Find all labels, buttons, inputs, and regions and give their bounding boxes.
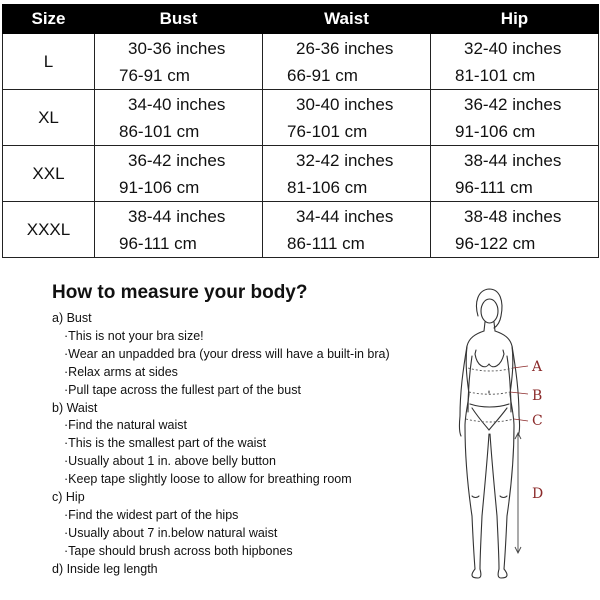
instruction-item: ·Tape should brush across both hipbones: [64, 543, 293, 558]
instruction-item: ·Pull tape across the fullest part of the bust: [64, 382, 301, 397]
bust-range-cell: [95, 146, 263, 202]
hip-cm-value: 91-106 cm: [455, 121, 536, 141]
hip-line: [466, 419, 514, 422]
bust-inches-value: 38-44 inches: [128, 206, 226, 226]
waist-inches-value: 30-40 inches: [296, 94, 394, 114]
instruction-heading: a) Bust: [52, 311, 92, 325]
instruction-item: ·This is the smallest part of the waist: [64, 436, 267, 451]
header-hip: Hip: [431, 5, 599, 34]
size-chart-header: [3, 5, 599, 34]
instruction-item: ·Usually about 1 in. above belly button: [64, 454, 276, 469]
table-row: [3, 90, 599, 146]
hip-inches-value: 36-42 inches: [464, 94, 562, 114]
marker-b: B: [532, 388, 543, 404]
waist-inches-value: 32-42 inches: [296, 150, 394, 170]
table-row: [3, 202, 599, 258]
bust-inches-value: 30-36 inches: [128, 38, 226, 58]
bust-cm-value: 91-106 cm: [119, 177, 200, 197]
hip-inches-value: 38-44 inches: [464, 150, 562, 170]
instruction-item: ·Usually about 7 in.below natural waist: [64, 525, 278, 540]
instruction-item: ·Find the widest part of the hips: [64, 507, 239, 522]
instruction-heading: b) Waist: [52, 400, 98, 415]
marker-c: C: [532, 413, 543, 429]
hip-cm-value: 96-111 cm: [455, 177, 533, 197]
waist-range-cell: [263, 34, 431, 90]
bust-cm-value: 76-91 cm: [119, 65, 190, 85]
table-row: [3, 34, 599, 90]
waist-inches-value: 26-36 inches: [296, 38, 394, 58]
size-chart-table: [2, 4, 599, 258]
waist-cm-value: 86-111 cm: [287, 233, 365, 253]
hip-range-cell: [431, 202, 599, 258]
hip-cm-value: 96-122 cm: [455, 233, 536, 253]
size-label: XXL: [3, 146, 95, 202]
bust-inches-value: 34-40 inches: [128, 94, 226, 114]
instruction-item: ·Wear an unpadded bra (your dress will have a built-in bra): [64, 346, 390, 361]
waist-range-cell: [263, 146, 431, 202]
hip-inches-value: 32-40 inches: [464, 38, 562, 58]
marker-d: D: [532, 486, 544, 502]
bust-line: [468, 368, 513, 371]
size-label: XL: [3, 90, 95, 146]
hip-cm-value: 81-101 cm: [455, 65, 536, 85]
header-size: Size: [3, 5, 95, 34]
bust-inches-value: 36-42 inches: [128, 150, 226, 170]
instruction-item: ·This is not your bra size!: [64, 328, 204, 343]
size-chart-body: [3, 34, 599, 258]
hip-range-cell: [431, 146, 599, 202]
size-label: L: [3, 34, 95, 90]
waist-range-cell: [263, 90, 431, 146]
instruction-item: ·Relax arms at sides: [64, 364, 178, 379]
bust-range-cell: [95, 202, 263, 258]
how-to-measure-title: How to measure your body?: [52, 282, 308, 303]
instruction-heading: d) Inside leg length: [52, 561, 158, 576]
size-label: XXXL: [3, 202, 95, 258]
instruction-heading: c) Hip: [52, 490, 85, 505]
hip-inches-value: 38-48 inches: [464, 206, 562, 226]
waist-cm-value: 66-91 cm: [287, 65, 358, 85]
bust-cm-value: 96-111 cm: [119, 233, 197, 253]
bust-cm-value: 86-101 cm: [119, 121, 200, 141]
body-outline-illustration: [448, 284, 568, 586]
waist-cm-value: 76-101 cm: [287, 121, 368, 141]
instruction-item: ·Find the natural waist: [64, 418, 187, 433]
waist-inches-value: 34-44 inches: [296, 206, 394, 226]
waist-cm-value: 81-106 cm: [287, 177, 368, 197]
table-row: [3, 146, 599, 202]
bust-range-cell: [95, 90, 263, 146]
header-waist: Waist: [263, 5, 431, 34]
marker-a: A: [532, 359, 543, 375]
hip-range-cell: [431, 90, 599, 146]
waist-range-cell: [263, 202, 431, 258]
bust-range-cell: [95, 34, 263, 90]
header-bust: Bust: [95, 5, 263, 34]
hip-range-cell: [431, 34, 599, 90]
instruction-item: ·Keep tape slightly loose to allow for breathing room: [64, 472, 352, 487]
body-measurement-figure: [448, 284, 568, 586]
measurement-instructions: [52, 310, 390, 579]
